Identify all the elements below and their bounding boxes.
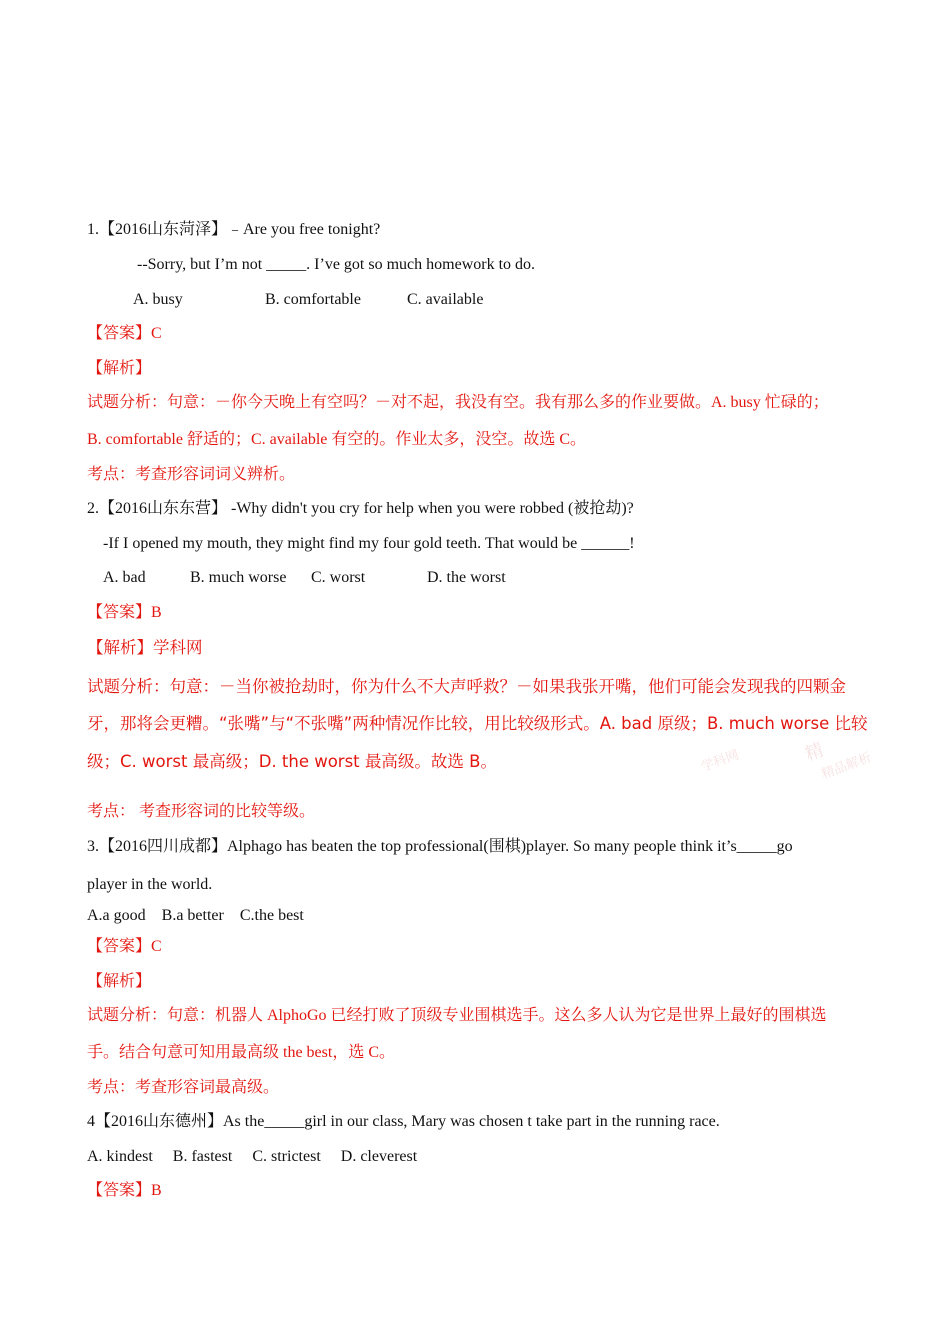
q2-option-a: A. bad <box>103 569 146 586</box>
q2-answer: 【答案】B <box>87 604 162 621</box>
q3-jiexi-heading: 【解析】 <box>87 973 152 990</box>
q1-answer: 【答案】C <box>87 325 162 342</box>
q2-stem: 2.【2016山东东营】 -Why didn't you cry for help when you were robbed (被抢劫)? <box>87 500 634 517</box>
watermark-text: 精品解析 <box>819 750 874 783</box>
q1-option-a: A. busy <box>133 291 183 308</box>
q1-stem: 1.【2016山东菏泽】﹣Are you free tonight? <box>87 221 381 238</box>
q2-analysis-line-3: 级；C. worst 最高级；D. the worst 最高级。故选 B。 <box>87 752 497 771</box>
q1-point: 考点：考查形容词词义辨析。 <box>87 466 296 483</box>
q3-stem-line-2: player in the world. <box>87 876 213 893</box>
q2-reply: -If I opened my mouth, they might find my four gold teeth. That would be ______! <box>103 535 635 552</box>
q1-analysis-line-1: 试题分析：句意：－你今天晚上有空吗？－对不起，我没有空。我有那么多的作业要做。A. busy 忙碌的； <box>87 394 829 411</box>
q1-reply: --Sorry, but I’m not _____. I’ve got so much homework to do. <box>137 256 536 273</box>
q2-jiexi-heading: 【解析】学科网 <box>87 638 203 657</box>
q1-analysis-line-2: B. comfortable 舒适的；C. available 有空的。作业太多，没空。故选 C。 <box>87 431 587 448</box>
q3-answer: 【答案】C <box>87 938 162 955</box>
q2-analysis-line-2: 牙，那将会更糟。“张嘴”与“不张嘴”两种情况作比较，用比较级形式。A. bad 原级；B. much worse 比较 <box>87 714 868 733</box>
q3-stem-line-1: 3.【2016四川成都】Alphago has beaten the top professional(围棋)player. So many people think it’s_____go <box>87 838 793 855</box>
q3-options: A.a good B.a better C.the best <box>87 907 304 924</box>
q3-analysis-line-2: 手。结合句意可知用最高级 the best，选 C。 <box>87 1044 395 1061</box>
q1-option-c: C. available <box>407 291 484 308</box>
watermark-text: 学科网 <box>699 747 742 776</box>
q2-point: 考点： 考查形容词的比较等级。 <box>87 803 316 820</box>
q2-option-b: B. much worse <box>190 569 287 586</box>
q4-answer: 【答案】B <box>87 1182 162 1199</box>
q4-stem: 4【2016山东德州】As the_____girl in our class, Mary was chosen t take part in the running race. <box>87 1113 720 1130</box>
q2-analysis-line-1: 试题分析：句意：－当你被抢劫时，你为什么不大声呼救？－如果我张开嘴，他们可能会发现我的四颗金 <box>87 677 846 696</box>
q1-jiexi-heading: 【解析】 <box>87 360 152 377</box>
q1-option-b: B. comfortable <box>265 291 361 308</box>
watermark-text: 精 <box>802 739 827 766</box>
q2-option-d: D. the worst <box>427 569 506 586</box>
q3-point: 考点：考查形容词最高级。 <box>87 1079 280 1096</box>
q4-options: A. kindest B. fastest C. strictest D. cleverest <box>87 1148 418 1165</box>
q2-option-c: C. worst <box>311 569 366 586</box>
q3-analysis-line-1: 试题分析：句意：机器人 AlphoGo 已经打败了顶级专业围棋选手。这么多人认为它是世界上最好的围棋选 <box>87 1007 827 1024</box>
